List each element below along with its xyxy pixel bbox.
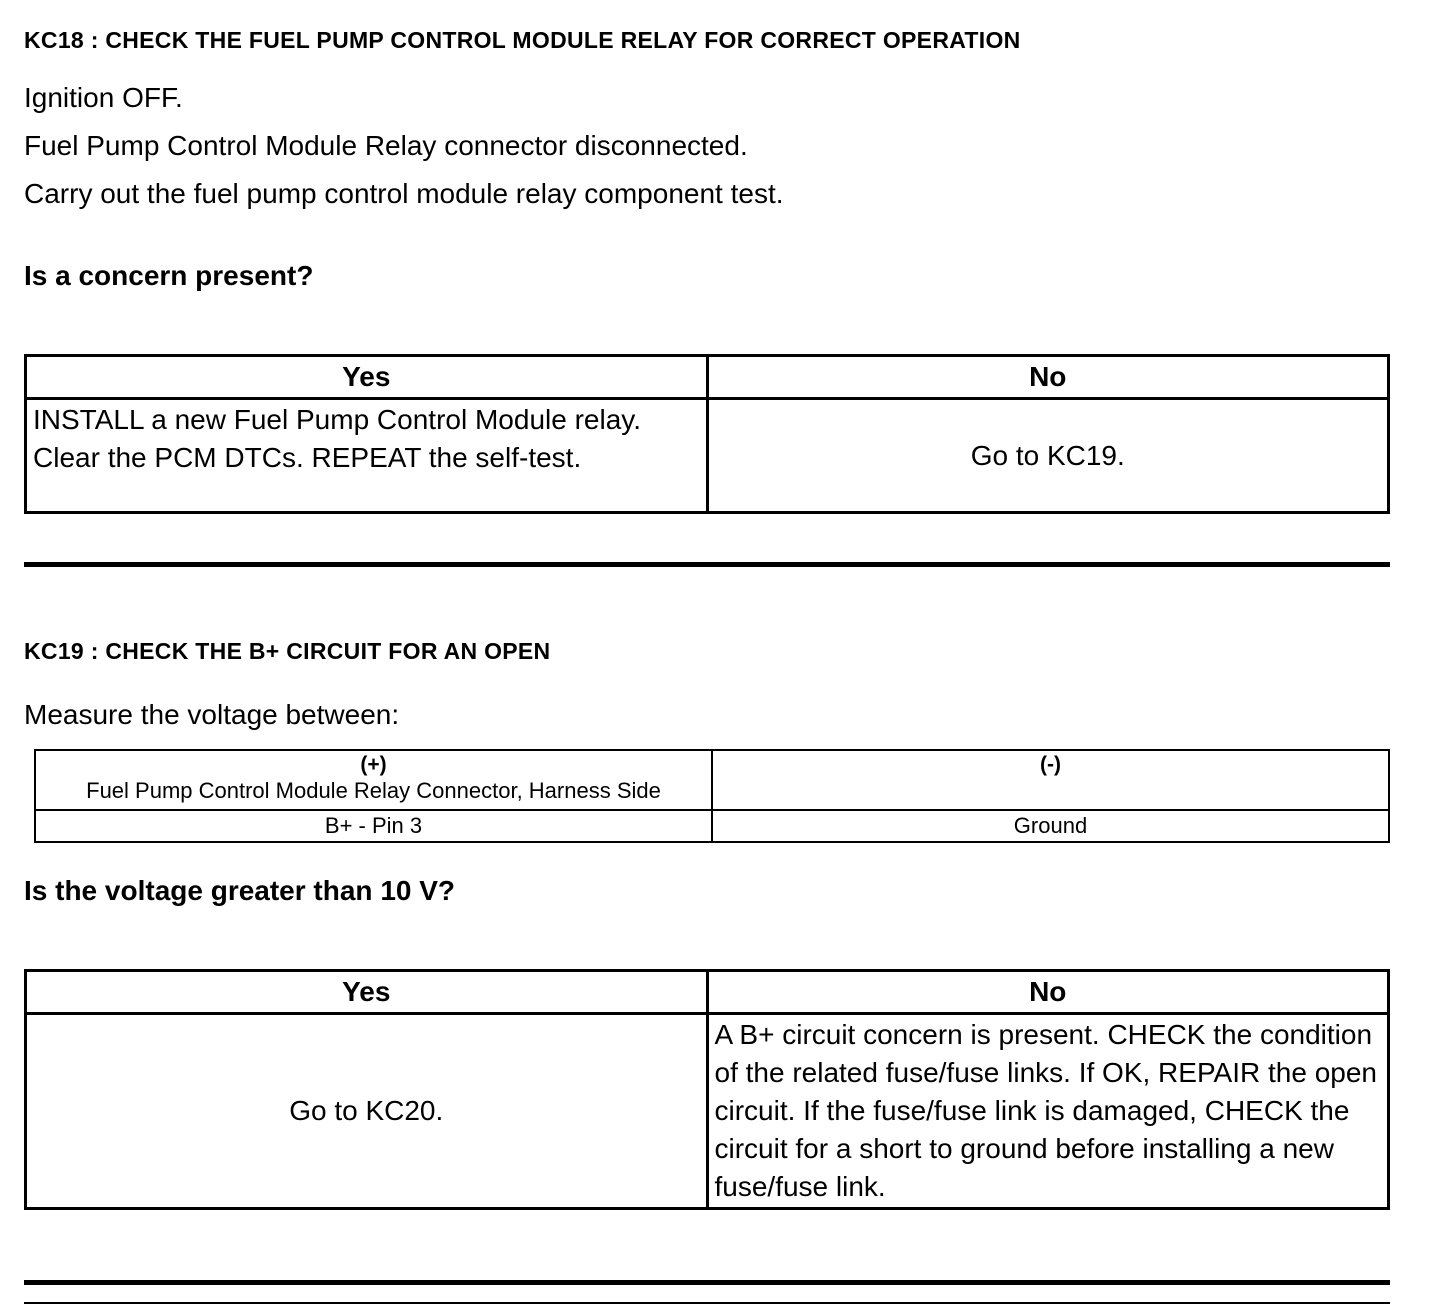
kc19-yes-header-cell: Yes (26, 971, 708, 1014)
kc18-steps (24, 74, 1390, 218)
kc19-minus-sign: (-) (1040, 753, 1061, 776)
kc18-yes-line-2: Clear the PCM DTCs. REPEAT the self-test. (33, 442, 582, 473)
kc19-yes-text: Go to KC20. (289, 1095, 444, 1126)
kc19-no-text: A B+ circuit concern is present. CHECK the condition of the related fuse/fuse links. If OK, REPAIR the open circuit. If the fuse/fuse link is damaged, CHECK the circuit for a short to ground before installing a new fuse/fuse link. (714, 1019, 1377, 1202)
kc18-step-3: Carry out the fuel pump control module relay component test. (24, 178, 784, 209)
kc18-yes-header-cell: Yes (26, 356, 708, 399)
section-kc18 (24, 26, 1390, 514)
bottom-divider-thin (24, 1302, 1390, 1304)
kc18-question: Is a concern present? (24, 260, 314, 291)
kc19-yes-cell (26, 1014, 708, 1209)
kc19-table-header-row (26, 971, 1389, 1014)
kc19-no-header-cell: No (707, 971, 1389, 1014)
kc19-plus-header-cell (35, 750, 712, 810)
section-divider (24, 562, 1390, 567)
kc19-plus-sign: (+) (360, 753, 387, 776)
kc18-step-2: Fuel Pump Control Module Relay connector disconnected. (24, 130, 748, 161)
kc19-decision-table (24, 969, 1390, 1210)
kc18-yes-cell (26, 399, 708, 513)
kc18-table-header-row (26, 356, 1389, 399)
kc18-table-body-row (26, 399, 1389, 513)
kc18-no-header-cell: No (707, 356, 1389, 399)
section-kc19-title: KC19 : CHECK THE B+ CIRCUIT FOR AN OPEN (24, 638, 551, 664)
kc19-minus-value-cell: Ground (712, 810, 1389, 842)
kc19-plus-value-cell: B+ - Pin 3 (35, 810, 712, 842)
section-kc19 (24, 637, 1390, 1210)
kc18-no-cell (707, 399, 1389, 513)
bottom-divider-thick (24, 1280, 1390, 1285)
section-kc18-title: KC18 : CHECK THE FUEL PUMP CONTROL MODULE RELAY FOR CORRECT OPERATION (24, 27, 1021, 53)
kc18-yes-line-1: INSTALL a new Fuel Pump Control Module relay. (33, 404, 641, 435)
kc19-table-body-row (26, 1014, 1389, 1209)
kc19-minus-header-cell (712, 750, 1389, 810)
kc19-instruction: Measure the voltage between: (24, 699, 400, 730)
kc18-no-text: Go to KC19. (970, 439, 1125, 471)
kc19-plus-sub-label: Fuel Pump Control Module Relay Connector, Harness Side (86, 778, 661, 803)
kc18-decision-table (24, 354, 1390, 514)
kc18-step-1: Ignition OFF. (24, 82, 183, 113)
kc19-measure-table (34, 749, 1390, 843)
kc19-measure-header-row (35, 750, 1389, 810)
kc19-measure-value-row (35, 810, 1389, 842)
kc19-no-cell (707, 1014, 1389, 1209)
kc19-question: Is the voltage greater than 10 V? (24, 875, 456, 906)
